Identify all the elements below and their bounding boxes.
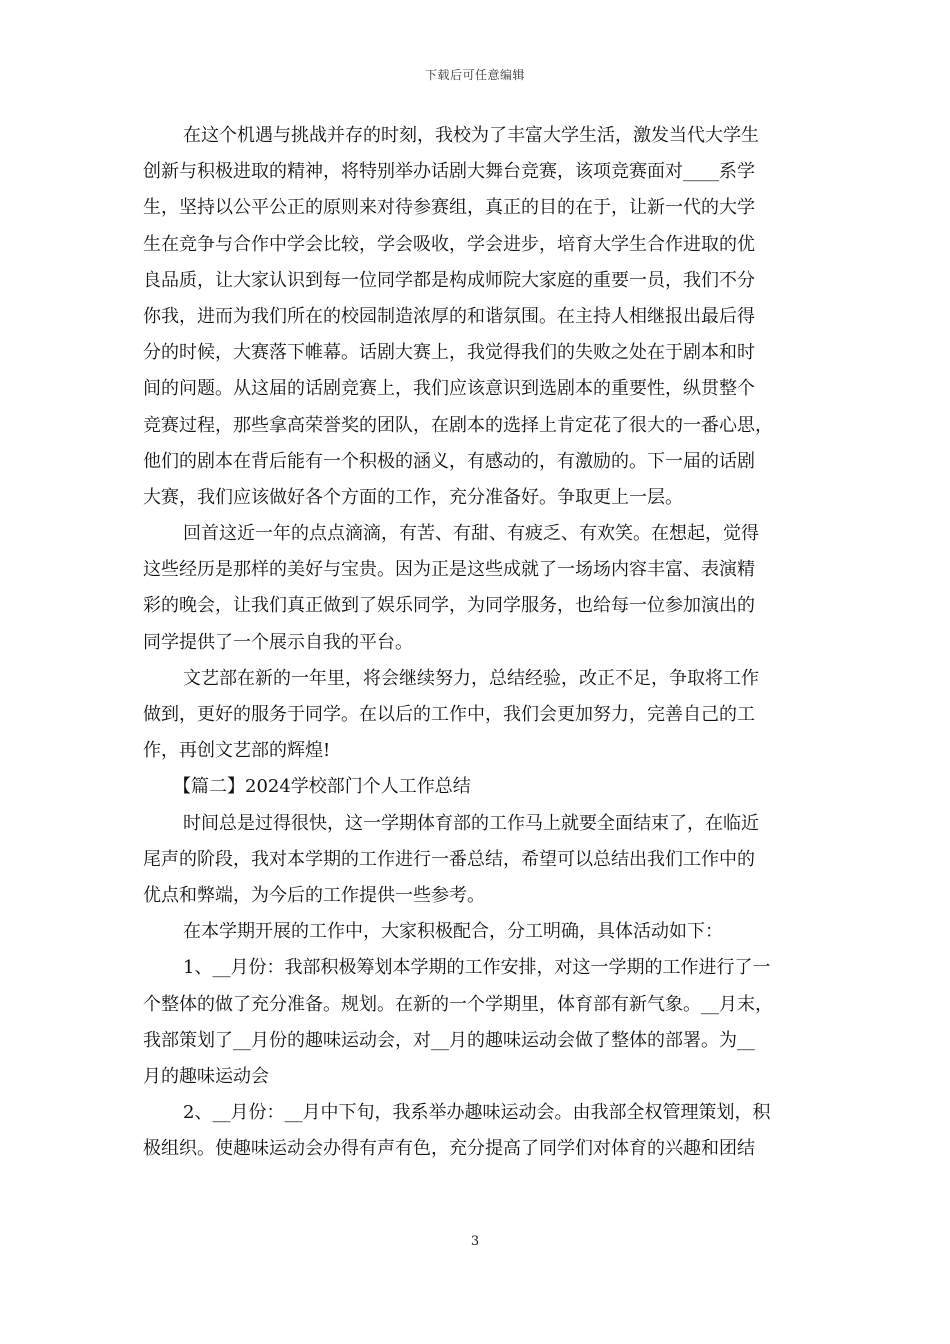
paragraph-line: 你我，进而为我们所在的校园制造浓厚的和谐氛围。在主持人相继报出最后得 (143, 305, 755, 327)
paragraph-line: 他们的剧本在背后能有一个积极的涵义，有感动的，有激励的。下一届的话剧 (143, 450, 755, 472)
paragraph-line: 大赛，我们应该做好各个方面的工作，充分准备好。争取更上一层。 (143, 486, 683, 508)
paragraph-line: 分的时候，大赛落下帷幕。话剧大赛上，我觉得我们的失败之处在于剧本和时 (143, 342, 755, 364)
paragraph-line: 文艺部在新的一年里，将会继续努力，总结经验，改正不足，争取将工作 (183, 667, 759, 689)
document-body (143, 120, 807, 1169)
paragraph-line: 极组织。使趣味运动会办得有声有色，充分提高了同学们对体育的兴趣和团结 (143, 1138, 755, 1160)
paragraph-line: 作，再创文艺部的辉煌! (143, 740, 331, 762)
paragraph-line: 生，坚持以公平公正的原则来对待参赛组，真正的目的在于，让新一代的大学 (143, 197, 755, 219)
paragraph-line: 回首这近一年的点点滴滴，有苦、有甜、有疲乏、有欢笑。在想起，觉得 (183, 523, 759, 545)
paragraph-line: 时间总是过得很快，这一学期体育部的工作马上就要全面结束了，在临近 (183, 812, 759, 834)
paragraph-line: 良品质，让大家认识到每一位同学都是构成师院大家庭的重要一员，我们不分 (143, 269, 755, 291)
paragraph-line: 尾声的阶段，我对本学期的工作进行一番总结，希望可以总结出我们工作中的 (143, 848, 755, 870)
paragraph-line: 彩的晚会，让我们真正做到了娱乐同学，为同学服务，也给每一位参加演出的 (143, 595, 755, 617)
paragraph-line: 同学提供了一个展示自我的平台。 (143, 631, 413, 653)
page-number: 3 (470, 1234, 480, 1249)
paragraph-line: 我部策划了__月份的趣味运动会，对__月的趣味运动会做了整体的部署。为__ (143, 1029, 755, 1051)
paragraph-line: 间的问题。从这届的话剧竞赛上，我们应该意识到选剧本的重要性，纵贯整个 (143, 378, 755, 400)
paragraph-line: 这些经历是那样的美好与宝贵。因为正是这些成就了一场场内容丰富、表演精 (143, 559, 755, 581)
paragraph-line: 创新与积极进取的精神，将特别举办话剧大舞台竞赛，该项竞赛面对____系学 (143, 161, 755, 183)
paragraph-line: 优点和弊端，为今后的工作提供一些参考。 (143, 884, 485, 906)
page-header: 下载后可任意编辑 (424, 68, 525, 82)
paragraph-line: 在这个机遇与挑战并存的时刻，我校为了丰富大学生活，激发当代大学生 (183, 125, 759, 146)
paragraph-line: 竞赛过程，那些拿高荣誉奖的团队，在剧本的选择上肯定花了很大的一番心思， (143, 414, 773, 436)
paragraph-line: 月的趣味运动会 (143, 1065, 269, 1087)
paragraph-line: 2、__月份：__月中下旬，我系举办趣味运动会。由我部全权管理策划，积 (183, 1102, 771, 1124)
paragraph-line: 个整体的做了充分准备。规划。在新的一个学期里，体育部有新气象。__月末， (143, 993, 773, 1015)
section-heading: 【篇二】2024学校部门个人工作总结 (173, 776, 471, 798)
paragraph-line: 做到，更好的服务于同学。在以后的工作中，我们会更加努力，完善自己的工 (143, 704, 755, 725)
paragraph-line: 在本学期开展的工作中，大家积极配合，分工明确，具体活动如下： (183, 921, 723, 943)
paragraph-line: 生在竞争与合作中学会比较，学会吸收，学会进步，培育大学生合作进取的优 (143, 233, 755, 255)
paragraph-line: 1、__月份：我部积极筹划本学期的工作安排，对这一学期的工作进行了一 (183, 957, 771, 979)
